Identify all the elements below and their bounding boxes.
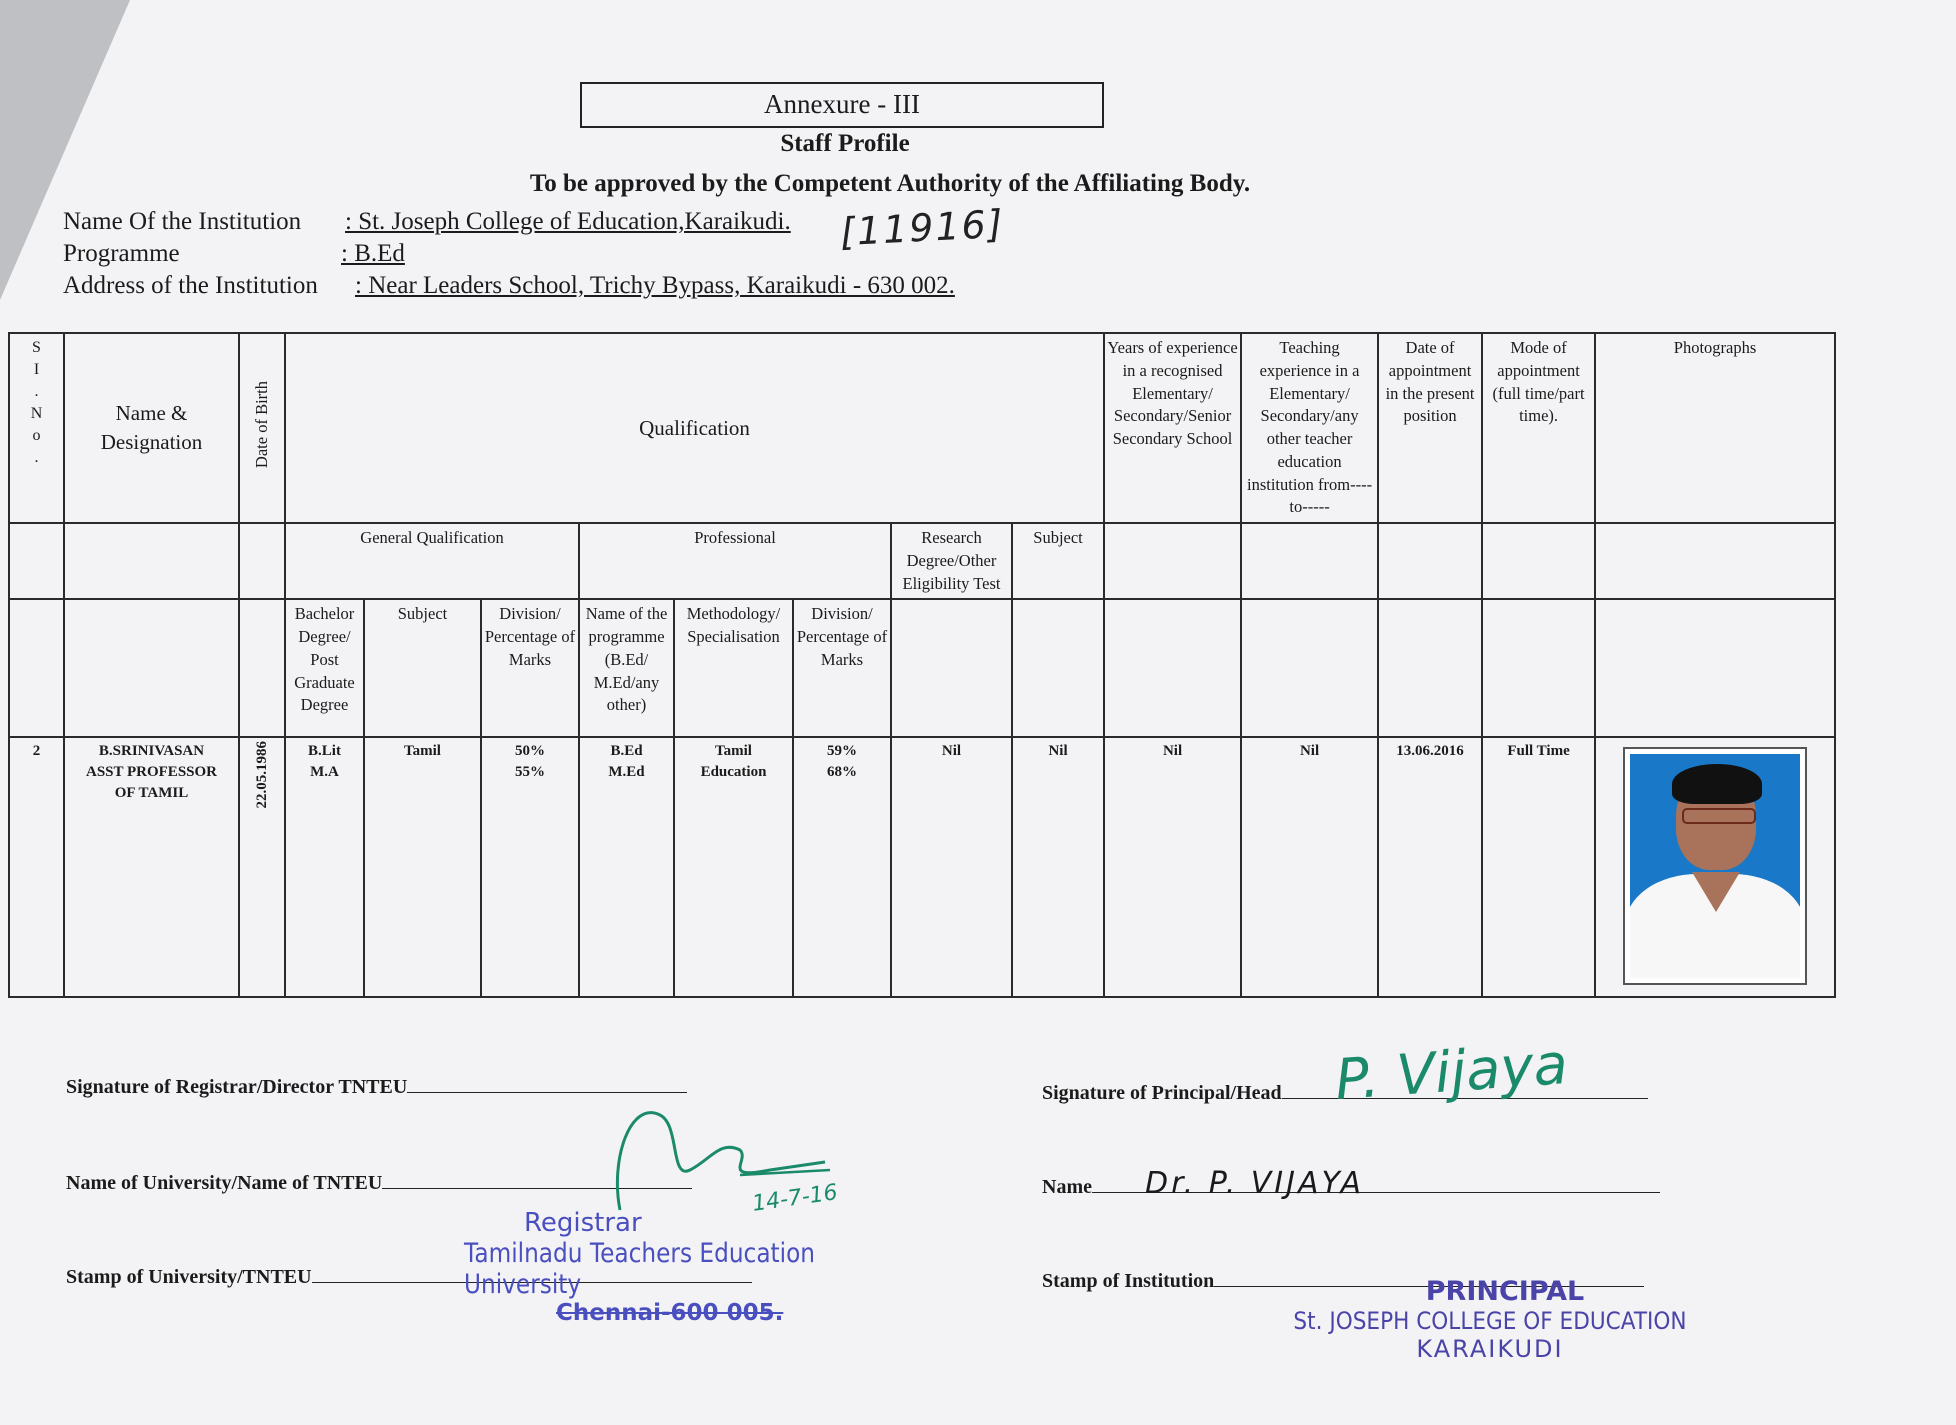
cell-date-appointment: 13.06.2016 bbox=[1378, 737, 1482, 997]
cell-teaching-experience: Nil bbox=[1241, 737, 1378, 997]
photo-glasses bbox=[1682, 808, 1756, 824]
header-row-sub bbox=[9, 599, 1835, 737]
header-subject: Subject bbox=[1012, 523, 1104, 599]
programme-label: Programme bbox=[63, 240, 180, 267]
principal-name-label: Name bbox=[1042, 1176, 1092, 1198]
header-bachelor-degree: Bachelor Degree/ Post Graduate Degree bbox=[285, 599, 364, 737]
registrar-date: 14-7-16 bbox=[750, 1180, 840, 1217]
header-methodology: Methodology/ Specialisation bbox=[674, 599, 793, 737]
university-stamp-label: Stamp of University/TNTEU bbox=[66, 1266, 312, 1288]
header-research: Research Degree/Other Eligibility Test bbox=[891, 523, 1012, 599]
annexure-title: Annexure - III bbox=[580, 82, 1104, 128]
cell-research: Nil bbox=[891, 737, 1012, 997]
address-label: Address of the Institution bbox=[63, 272, 318, 299]
registrar-signature-label: Signature of Registrar/Director TNTEU bbox=[66, 1076, 408, 1098]
cell-slno: 2 bbox=[9, 737, 64, 997]
registrar-stamp: Registrar Tamilnadu Teachers Education University Chennai-600 005. bbox=[464, 1208, 816, 1326]
header-programme-name: Name of the programme (B.Ed/ M.Ed/any other) bbox=[579, 599, 674, 737]
principal-name-handwritten: Dr. P. VIJAYA bbox=[1145, 1166, 1365, 1201]
programme-row bbox=[63, 240, 405, 268]
staff-profile-table bbox=[8, 332, 1836, 998]
header-gq-subject: Subject bbox=[364, 599, 481, 737]
header-teaching-experience: Teaching experience in a Elementary/ Secondary/any other teacher education institution from----to----- bbox=[1241, 333, 1378, 523]
cell-gq-division: 50% 55% bbox=[481, 737, 579, 997]
header-qualification: Qualification bbox=[285, 333, 1104, 523]
address-value: : Near Leaders School, Trichy Bypass, Karaikudi - 630 002. bbox=[355, 272, 955, 299]
staff-photograph bbox=[1623, 747, 1807, 985]
header-name-designation: Name & Designation bbox=[64, 333, 239, 523]
header-years-experience: Years of experience in a recognised Elementary/ Secondary/Senior Secondary School bbox=[1104, 333, 1241, 523]
header-row-groups bbox=[9, 523, 1835, 599]
address-row bbox=[63, 272, 955, 300]
cell-name-designation: B.SRINIVASAN ASST PROFESSOR OF TAMIL bbox=[64, 737, 239, 997]
header-professional: Professional bbox=[579, 523, 891, 599]
cell-photograph bbox=[1595, 737, 1835, 997]
principal-signature-label: Signature of Principal/Head bbox=[1042, 1082, 1282, 1104]
header-photographs: Photographs bbox=[1595, 333, 1835, 523]
cell-mode-appointment: Full Time bbox=[1482, 737, 1595, 997]
cell-subject: Tamil bbox=[364, 737, 481, 997]
table-row bbox=[9, 737, 1835, 997]
institution-name-row bbox=[63, 208, 791, 236]
registrar-signature-row bbox=[66, 1076, 687, 1099]
principal-signature-handwritten: P. Vijaya bbox=[1333, 1031, 1570, 1114]
staff-profile-title: Staff Profile bbox=[780, 130, 910, 157]
cell-subject2: Nil bbox=[1012, 737, 1104, 997]
cell-dob: 22.05.1986 bbox=[239, 737, 285, 997]
institution-stamp-label: Stamp of Institution bbox=[1042, 1270, 1215, 1292]
university-name-label: Name of University/Name of TNTEU bbox=[66, 1172, 383, 1194]
cell-programme: B.Ed M.Ed bbox=[579, 737, 674, 997]
cell-degree: B.Lit M.A bbox=[285, 737, 364, 997]
principal-stamp: PRINCIPAL St. JOSEPH COLLEGE OF EDUCATION KARAIKUDI bbox=[1293, 1276, 1687, 1363]
header-dob: Date of Birth bbox=[239, 333, 285, 523]
header-gq-division: Division/ Percentage of Marks bbox=[481, 599, 579, 737]
photo-hair bbox=[1672, 764, 1762, 804]
header-row-main bbox=[9, 333, 1835, 523]
photo-neck bbox=[1692, 872, 1740, 912]
institution-name-value: : St. Joseph College of Education,Karaikudi. bbox=[345, 208, 791, 235]
cell-methodology: Tamil Education bbox=[674, 737, 793, 997]
handwritten-code-note: [11916] bbox=[838, 201, 1006, 255]
header-mode-appointment: Mode of appointment (full time/part time). bbox=[1482, 333, 1595, 523]
university-name-row bbox=[66, 1172, 692, 1195]
header-general-qualification: General Qualification bbox=[285, 523, 579, 599]
approval-note: To be approved by the Competent Authority of the Affiliating Body. bbox=[529, 170, 1251, 197]
cell-pro-division: 59% 68% bbox=[793, 737, 891, 997]
header-date-appointment: Date of appointment in the present position bbox=[1378, 333, 1482, 523]
institution-name-label: Name Of the Institution bbox=[63, 208, 302, 235]
header-pro-division: Division/ Percentage of Marks bbox=[793, 599, 891, 737]
programme-value: : B.Ed bbox=[341, 240, 405, 267]
cell-years-experience: Nil bbox=[1104, 737, 1241, 997]
header-slno: S I . N o . bbox=[9, 333, 64, 523]
photo-background bbox=[1630, 754, 1800, 978]
